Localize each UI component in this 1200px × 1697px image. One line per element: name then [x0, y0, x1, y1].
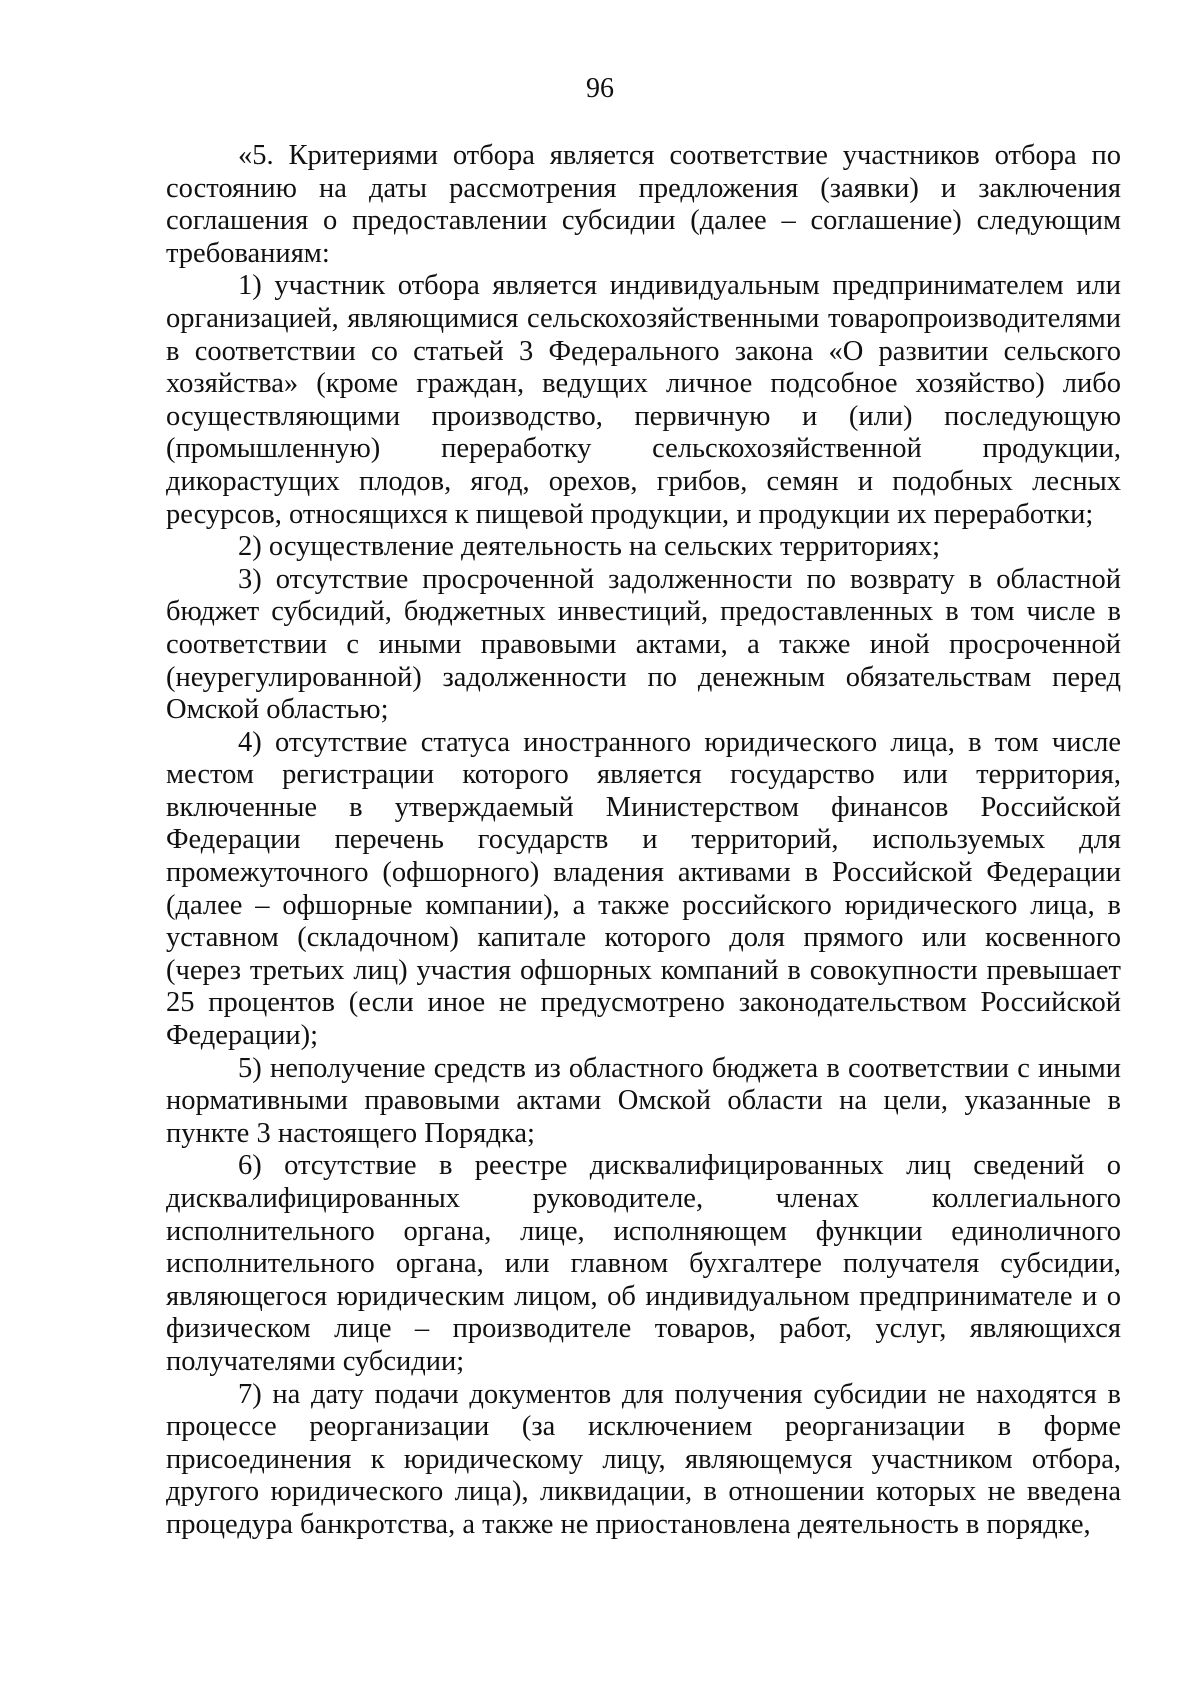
paragraph-item-5: 5) неполучение средств из областного бюджета в соответствии с иными нормативными правовыми актами Омской области на цели, указанные в пункте 3 настоящего Порядка;: [166, 1052, 1121, 1149]
paragraph-item-4: 4) отсутствие статуса иностранного юридического лица, в том числе местом регистрации которого является государство или территория, включенные в утверждаемый Министерством финансов Российской Федерации перечень государств и территорий, используемых для промежуточного (офшорного) владения активами в Российской Федерации (далее – офшорные компании), а также российского юридического лица, в уставном (складочном) капитале которого доля прямого или косвенного (через третьих лиц) участия офшорных компаний в совокупности превышает 25 процентов (если иное не предусмотрено законодательством Российской Федерации);: [166, 726, 1121, 1052]
document-body: [166, 140, 1121, 1542]
paragraph-item-6: 6) отсутствие в реестре дисквалифицированных лиц сведений о дисквалифицированных руководителе, членах коллегиального исполнительного органа, лице, исполняющем функции единоличного исполнительного органа, или главном бухгалтере получателя субсидии, являющегося юридическим лицом, об индивидуальном предпринимателе и о физическом лице – производителе товаров, работ, услуг, являющихся получателями субсидии;: [166, 1150, 1121, 1377]
paragraph-criteria-intro: «5. Критериями отбора является соответствие участников отбора по состоянию на даты рассмотрения предложения (заявки) и заключения соглашения о предоставлении субсидии (далее – соглашение) следующим требованиям:: [166, 140, 1121, 269]
paragraph-item-3: 3) отсутствие просроченной задолженности по возврату в областной бюджет субсидий, бюджетных инвестиций, предоставленных в том числе в соответствии с иными правовыми актами, а также иной просроченной (неурегулированной) задолженности по денежным обязательствам перед Омской областью;: [166, 563, 1121, 726]
paragraph-item-2: 2) осуществление деятельность на сельских территориях;: [238, 531, 940, 563]
paragraph-item-7: 7) на дату подачи документов для получения субсидии не находятся в процессе реорганизации (за исключением реорганизации в форме присоединения к юридическому лицу, являющемуся участником отбора, другого юридического лица), ликвидации, в отношении которых не введена процедура банкротства, а также не приостановлена деятельность в порядке,: [166, 1378, 1121, 1540]
page-number: 96: [586, 73, 614, 104]
paragraph-item-1: 1) участник отбора является индивидуальным предпринимателем или организацией, являющимися сельскохозяйственными товаропроизводителями в соответствии со статьей 3 Федерального закона «О развитии сельского хозяйства» (кроме граждан, ведущих личное подсобное хозяйство) либо осуществляющими производство, первичную и (или) последующую (промышленную) переработку сельскохозяйственной продукции, дикорастущих плодов, ягод, орехов, грибов, семян и подобных лесных ресурсов, относящихся к пищевой продукции, и продукции их переработки;: [166, 270, 1121, 530]
